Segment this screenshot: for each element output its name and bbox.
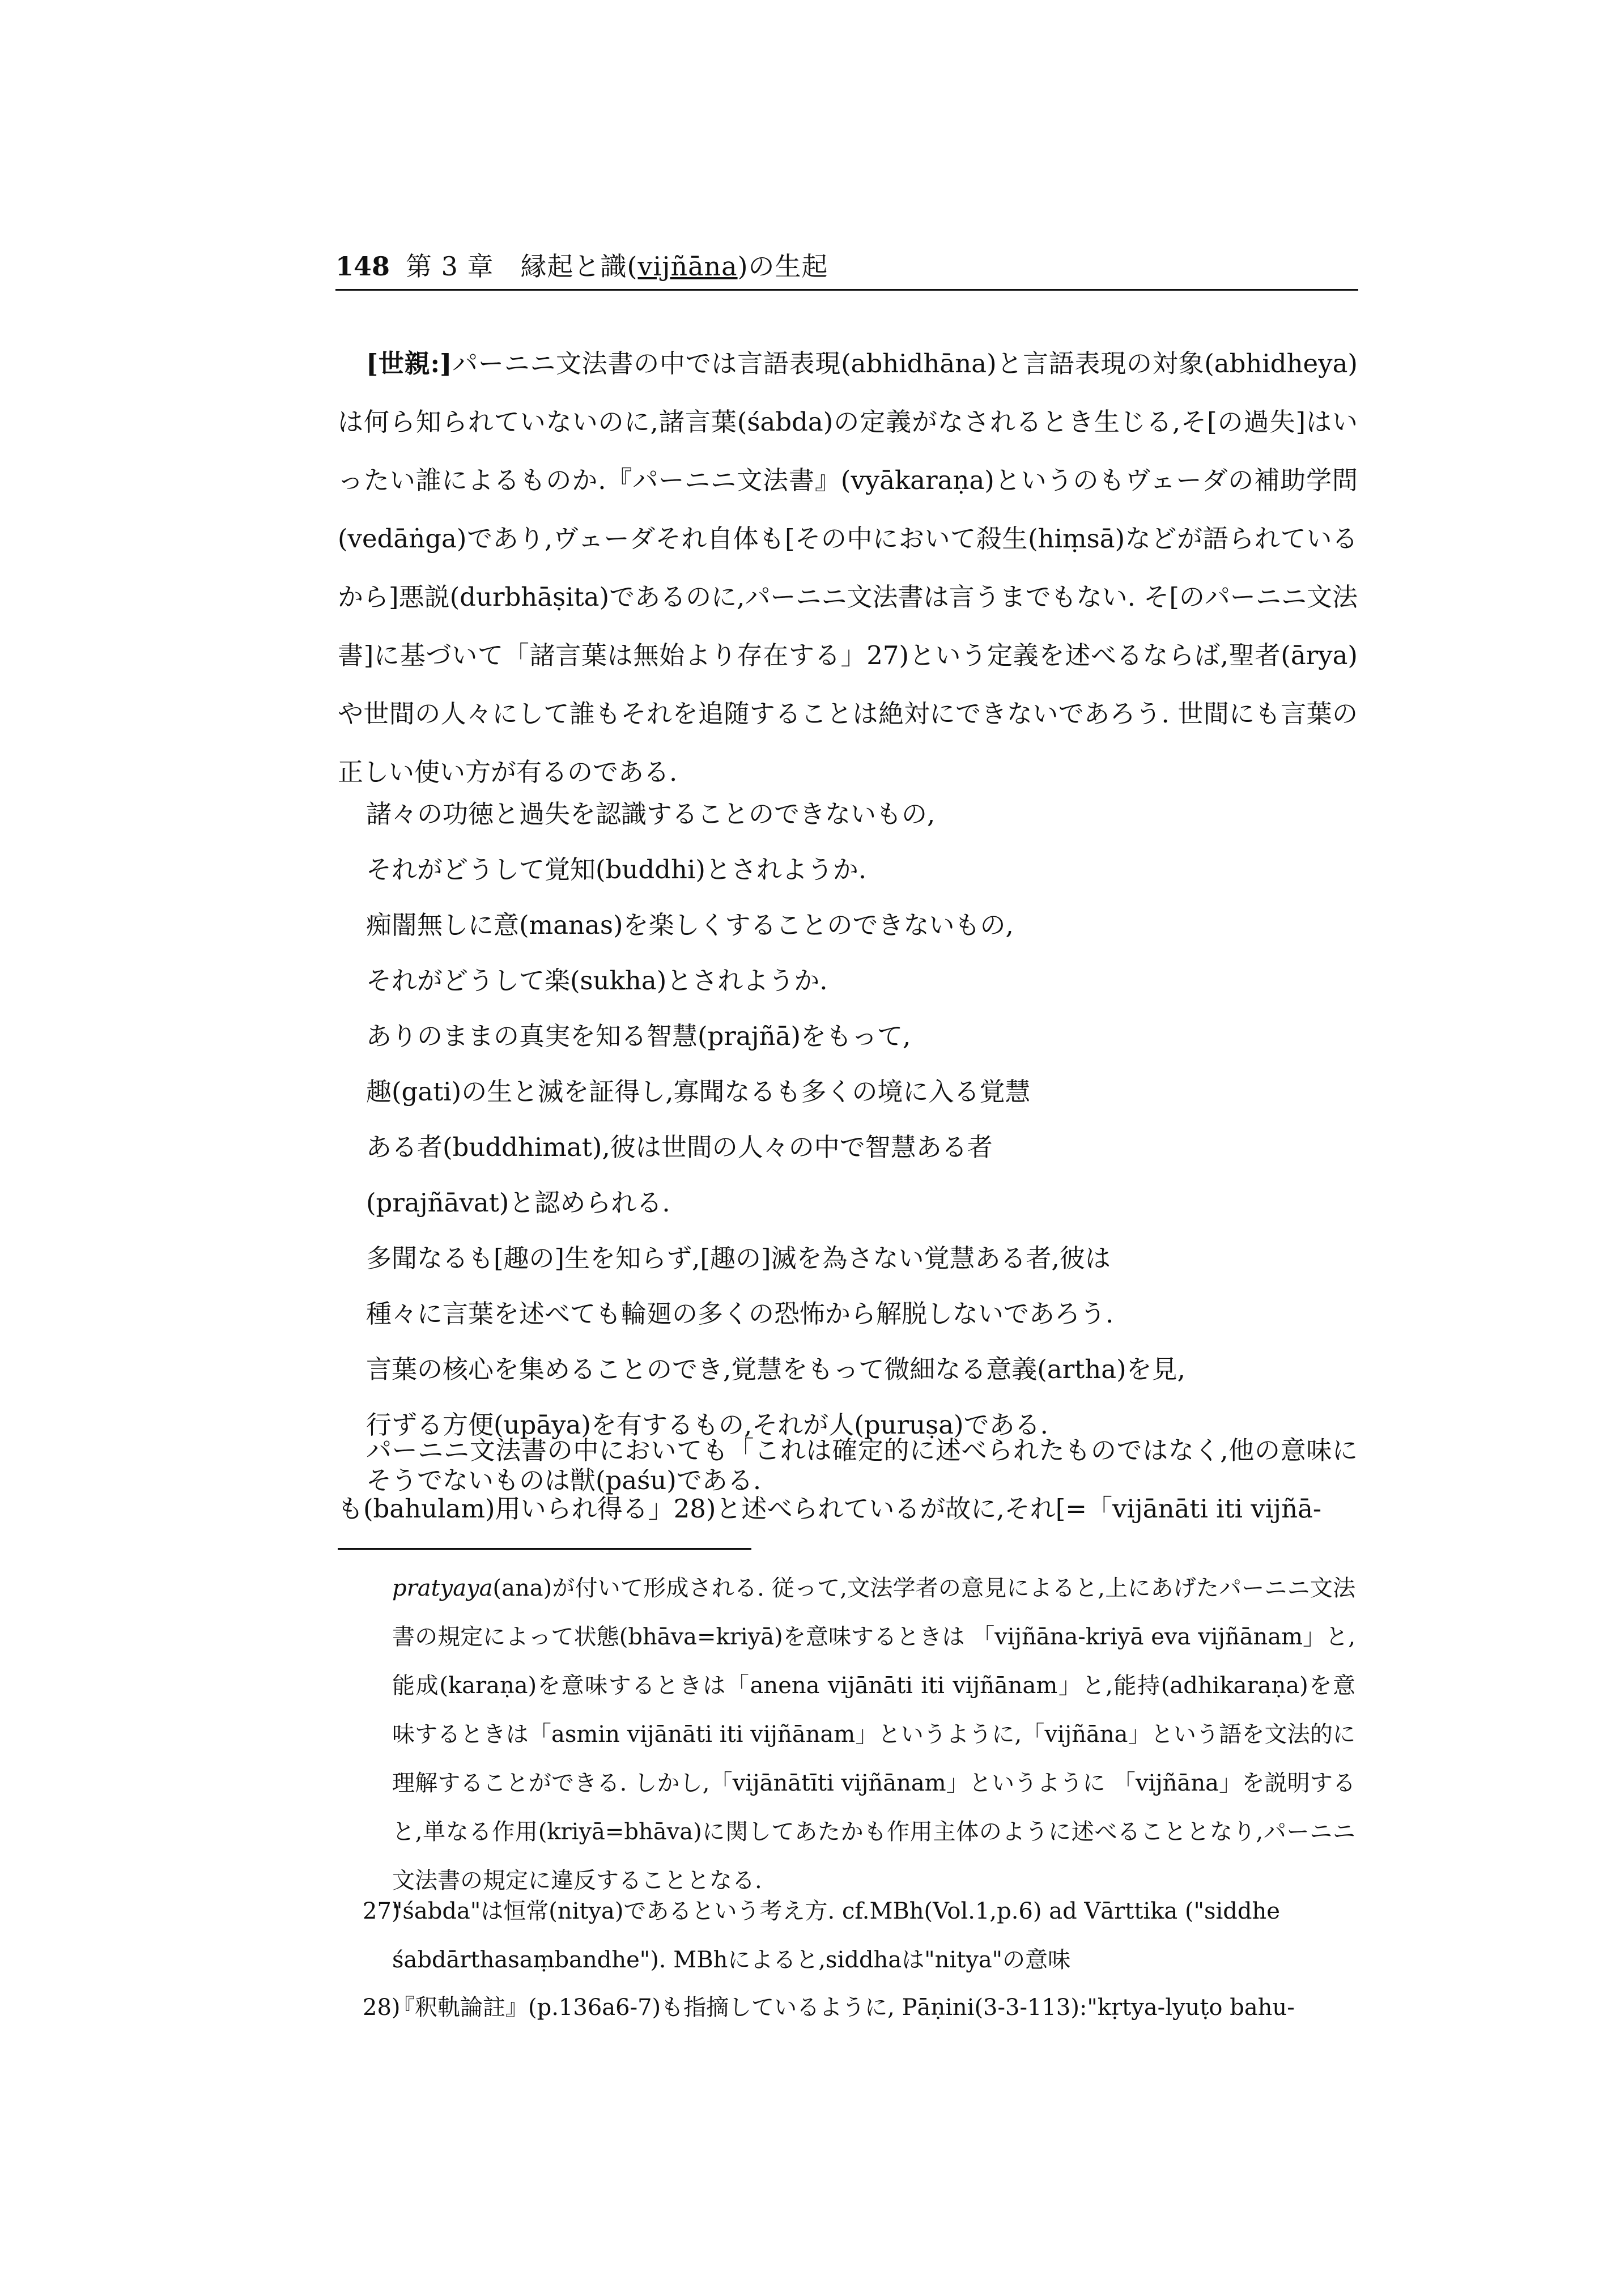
- paragraph-vasubandhu-text: パーニニ文法書の中では言語表現(abhidhāna)と言語表現の対象(abhidheya)は何ら知られていないのに,諸言葉(śabda)の定義がなされるとき生じる,そ[の過失]はいったい誰によるものか.『パーニニ文法書』(vyākaraṇa)というのもヴェーダの補助学問(vedāṅga)であり,ヴェーダそれ自体も[その中において殺生(hiṃsā)などが語られているから]悪説(durbhāṣita)であるのに,パーニニ文法書は言うまでもない. そ[のパーニニ文法書]に基づいて「諸言葉は無始より存在する」27)という定義を述べるならば,聖者(ārya)や世間の人々にして誰もそれを追随することは絶対にできないであろう. 世間にも言葉の正しい使い方が有るのである.: [338, 348, 1358, 787]
- chapter-title-term: vijñāna: [637, 251, 738, 282]
- footnote-number: 28): [363, 1995, 401, 2021]
- chapter-title-prefix: 第 3 章 縁起と識(: [406, 251, 638, 282]
- verse-line: そうでないものは獣(paśu)である.: [366, 1465, 762, 1495]
- footnote-27: [363, 1887, 1360, 1984]
- footnote-continuation-text: (ana)が付いて形成される. 従って,文法学者の意見によると,上にあげたパーニニ文法書の規定によって状態(bhāva=kriyā)を意味するときは 「vijñāna-kriyā eva vijñānam」と,能成(karaṇa)を意味するときは「anena vijānāti iti vijñānam」と,能持(adhikaraṇa)を意味するときは「asmin vijānāti iti vijñānam」というように,「vijñāna」という語を文法的に理解することができる. しかし,「vijānātīti vijñānam」というように 「vijñāna」を説明すると,単なる作用(kriyā=bhāva)に関してあたかも作用主体のように述べることとなり,パーニニ文法書の規定に違反することとなる.: [392, 1575, 1355, 1894]
- verse-line: それがどうして覚知(buddhi)とされようか.: [366, 854, 867, 885]
- page-number: 148: [335, 251, 390, 282]
- verse-line: 言葉の核心を集めることのでき,覚慧をもって微細なる意義(artha)を見,: [366, 1354, 1185, 1384]
- verse-line: それがどうして楽(sukha)とされようか.: [366, 966, 828, 996]
- footnote-separator: [338, 1548, 751, 1550]
- verse-line: 多聞なるも[趣の]生を知らず,[趣の]滅を為さない覚慧ある者,彼は: [366, 1243, 1111, 1273]
- chapter-title-suffix: )の生起: [737, 251, 828, 282]
- verse-line: 諸々の功徳と過失を認識することのできないもの,: [366, 799, 936, 829]
- footnote-line: 『釈軌論註』(p.136a6-7)も指摘しているように, Pāṇini(3-3-113):"kṛtya-lyuṭo bahu-: [392, 1995, 1295, 2021]
- footnote-line: śabdārthasaṃbandhe"). MBhによると,siddhaは"nitya"の意味: [392, 1947, 1071, 1973]
- paragraph-vasubandhu: [338, 334, 1358, 801]
- verse-line: 痴闇無しに意(manas)を楽しくすることのできないもの,: [366, 910, 1014, 940]
- verse-block: [366, 786, 1341, 1508]
- paragraph-panini: パーニニ文法書の中においても「これは確定的に述べられたものではなく,他の意味にも(bahulam)用いられ得る」28)と述べられているが故に,それ[=「vijānāti iti vijñā-: [338, 1435, 1358, 1524]
- verse-line: ある者(buddhimat),彼は世間の人々の中で智慧ある者: [366, 1132, 993, 1162]
- verse-line: ありのままの真実を知る智慧(prajñā)をもって,: [366, 1021, 911, 1051]
- footnote-28: [363, 1983, 1360, 2032]
- running-header: [335, 249, 1358, 291]
- verse-line: 趣(gati)の生と滅を証得し,寡聞なるも多くの境に入る覚慧: [366, 1077, 1031, 1107]
- footnote-continuation-term: pratyaya: [392, 1575, 493, 1601]
- speaker-label: [世親:]: [366, 348, 452, 379]
- verse-line: (prajñāvat)と認められる.: [366, 1188, 670, 1218]
- footnote-continuation: [392, 1564, 1355, 1905]
- verse-line: 種々に言葉を述べても輪廻の多くの恐怖から解脱しないであろう.: [366, 1299, 1114, 1329]
- chapter-title: [406, 251, 828, 282]
- footnote-line: "śabda"は恒常(nitya)であるという考え方. cf.MBh(Vol.1,p.6) ad Vārttika ("siddhe: [392, 1898, 1280, 1924]
- footnote-number: 27): [363, 1898, 401, 1924]
- verse-line: 行ずる方便(upāya)を有するもの,それが人(puruṣa)である.: [366, 1410, 1048, 1440]
